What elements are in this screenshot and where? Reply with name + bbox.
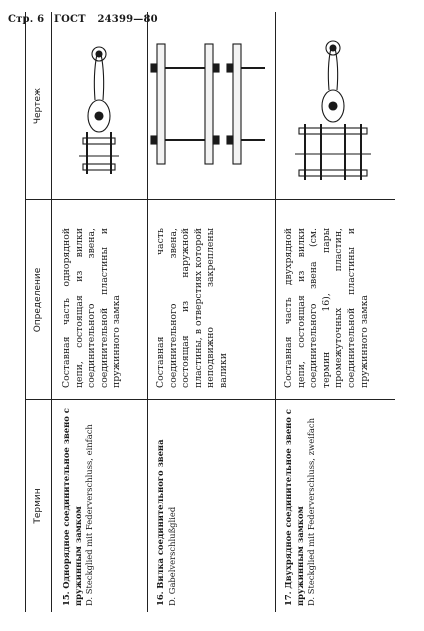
header-rule bbox=[51, 12, 52, 612]
definition-16: Составная часть соединительного звена, состоящая из наружной пластины, в отверстиях которой неподвижно закреплены валики bbox=[155, 228, 229, 388]
term-16 bbox=[155, 406, 178, 606]
column-divider bbox=[25, 199, 395, 200]
column-header-definition: Определение bbox=[33, 267, 43, 333]
double-chain-link-drawing bbox=[281, 16, 389, 194]
page-label: Стр. 6 bbox=[8, 14, 45, 25]
drawing-17 bbox=[281, 16, 389, 194]
term-de-prefix: D. bbox=[306, 596, 317, 606]
term-de: Steckglied mit Federverschluss, zweifach bbox=[306, 417, 317, 595]
definition-17: Составная часть двухрядной цепи, состоящая из вилки соединительного звена (см. термин 16), пары промежуточных пластин, соединительной пластины и пружинного замка bbox=[283, 228, 370, 388]
definition-15: Составная часть однорядной цепи, состоящая из вилки соединительного звена, соединительной пластины и пружинного замка bbox=[61, 228, 123, 388]
term-number: 17. bbox=[283, 591, 293, 606]
term-17 bbox=[283, 406, 318, 606]
standard-label: ГОСТ bbox=[53, 14, 86, 25]
fork-link-drawing bbox=[149, 16, 269, 194]
term-ru: Однорядное соединительное звено с пружинным замком bbox=[61, 408, 83, 606]
single-chain-link-drawing bbox=[57, 16, 143, 194]
term-de: Gabelverschlußglied bbox=[166, 506, 177, 595]
term-15 bbox=[61, 406, 96, 606]
standard-number: 24399—80 bbox=[97, 14, 158, 25]
term-de-prefix: D. bbox=[84, 596, 95, 606]
column-header-drawing: Чертеж bbox=[33, 87, 43, 125]
column-divider bbox=[25, 399, 395, 400]
drawing-15 bbox=[57, 16, 143, 194]
column-header-term: Термин bbox=[33, 488, 43, 524]
term-de-prefix: D. bbox=[166, 596, 177, 606]
terms-table bbox=[25, 12, 395, 612]
term-number: 15. bbox=[61, 591, 71, 606]
term-ru: Двухрядное соединительное звено с пружинным замком bbox=[283, 409, 305, 606]
term-number: 16. bbox=[155, 591, 165, 606]
drawing-16 bbox=[149, 16, 269, 194]
term-ru: Вилка соединительного звена bbox=[155, 439, 165, 589]
row-rule bbox=[147, 12, 148, 612]
row-rule bbox=[275, 12, 276, 612]
term-de: Steckglied mit Federverschluss, einfach bbox=[84, 424, 95, 595]
table-top-rule bbox=[25, 12, 26, 612]
